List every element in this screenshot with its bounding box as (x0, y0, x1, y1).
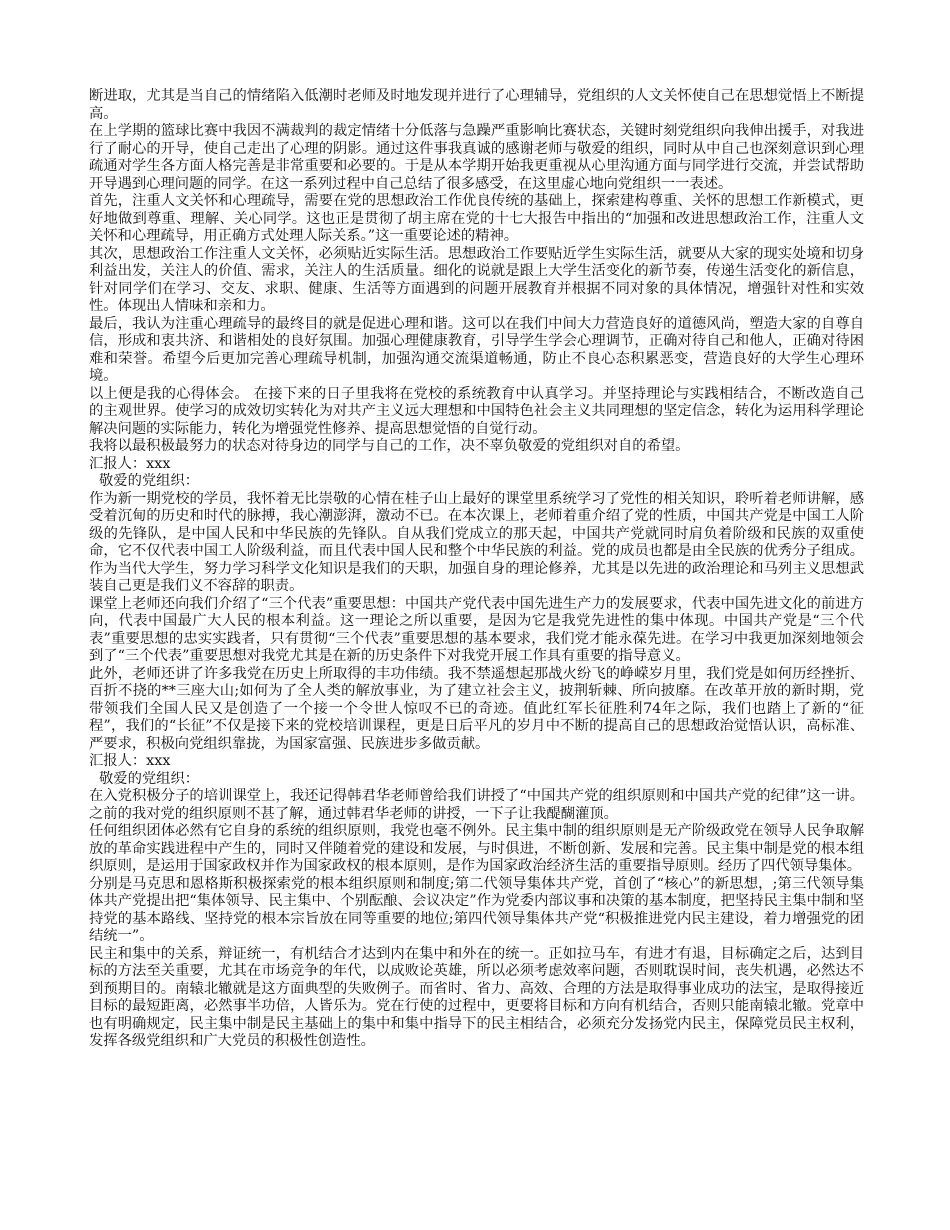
body-paragraph: 课堂上老师还向我们介绍了“三个代表”重要思想：中国共产党代表中国先进生产力的发展要求，代表中国先进文化的前进方向，代表中国最广大人民的根本利益。这一理论之所以重要，是因为它是我党先进性的集中体现。中国共产党是“三个代表”重要思想的忠实实践者，只有贯彻“三个代表”重要思想的基本要求，我们党才能永葆先进。在学习中我更加深刻地领会到了“三个代表”重要思想对我党尤其是在新的历史条件下对我党开展工作具有重要的指导意义。 (89, 595, 864, 664)
salutation: 敬爱的党组织： (99, 473, 200, 489)
salutation: 敬爱的党组织： (99, 770, 200, 787)
body-paragraph: 以上便是我的心得体会。 在接下来的日子里我将在党校的系统教育中认真学习。并坚持理论与实践相结合，不断改造自己的主观世界。使学习的成效切实转化为对共产主义远大理想和中国特色社会主义共同理想的坚定信念，转化为运用科学理论解决问题的实际能力，转化为增强党性修养、提高思想觉悟的自觉行动。 (89, 385, 864, 437)
signature-line: 汇报人：xxx (89, 753, 171, 769)
body-paragraph: 其次，思想政治工作注重人文关怀，必须贴近实际生活。思想政治工作要贴近学生实际生活，就要从大家的现实处境和切身利益出发，关注人的价值、需求，关注人的生活质量。细化的说就是跟上大学生活变化的新节奏，传递生活变化的新信息，针对同学们在学习、交友、求职、健康、生活等方面遇到的问题开展教育并根据不同对象的具体情况，增强针对性和实效性。体现出人情味和亲和力。 (89, 245, 864, 314)
document-body (89, 88, 864, 1051)
body-paragraph: 在入党积极分子的培训课堂上，我还记得韩君华老师曾给我们讲授了“中国共产党的组织原则和中国共产党的纪律”这一讲。之前的我对党的组织原则不甚了解，通过韩君华老师的讲授，一下子让我醍醐灌顶。 (89, 788, 864, 822)
body-paragraph: 此外，老师还讲了许多我党在历史上所取得的丰功伟绩。我不禁遥想起那战火纷飞的峥嵘岁月里，我们党是如何历经挫折、百折不挠的**三座大山;如何为了全人类的解放事业，为了建立社会主义，披荆斩棘、所向披靡。在改革开放的新时期，党带领我们全国人民又是创造了一个接一个令世人惊叹不已的奇迹。值此红军长征胜利74年之际，我们也踏上了新的“征程”，我们的“长征”不仅是接下来的党校培训课程，更是日后平凡的岁月中不断的提高自己的思想政治觉悟认识，高标准、严要求，积极向党组织靠拢，为国家富强、民族进步多做贡献。 (89, 665, 864, 752)
body-paragraph: 首先，注重人文关怀和心理疏导，需要在党的思想政治工作优良传统的基础上，探索建构尊重、关怀的思想工作新模式，更好地做到尊重、理解、关心同学。这也正是贯彻了胡主席在党的十七大报告中指出的“加强和改进思想政治工作，注重人文关怀和心理疏导，用正确方式处理人际关系。”这一重要论述的精神。 (89, 193, 864, 244)
body-paragraph: 任何组织团体必然有它自身的系统的组织原则，我党也毫不例外。民主集中制的组织原则是无产阶级政党在领导人民争取解放的革命实践进程中产生的，同时又伴随着党的建设和发展，与时俱进，不断创新、发展和完善。民主集中制是党的根本组织原则，是运用于国家政权并作为国家政权的根本原则，是作为国家政治经济生活的重要指导原则。经历了四代领导集体。 (89, 823, 864, 874)
body-paragraph: 我将以最积极最努力的状态对待身边的同学与自己的工作，决不辜负敬爱的党组织对自的希望。 (89, 438, 690, 454)
body-paragraph: 最后，我认为注重心理疏导的最终目的就是促进心理和谐。这可以在我们中间大力营造良好的道德风尚，塑造大家的自尊自信，形成和衷共济、和谐相处的良好氛围。加强心理健康教育，引导学生学会心理调节，正确对待自己和他人，正确对待困难和荣誉。希望今后更加完善心理疏导机制，加强沟通交流渠道畅通，防止不良心态积累恶变，营造良好的大学生心理环境。 (89, 315, 864, 384)
body-paragraph: 民主和集中的关系，辩证统一，有机结合才达到内在集中和外在的统一。正如拉马车，有进才有退，目标确定之后，达到目标的方法至关重要，尤其在市场竞争的年代，以成败论英雄，所以必须考虑效率问题，否则耽误时间，丧失机遇，必然达不到预期目的。南辕北辙就是这方面典型的失败例子。而省时、省力、高效、合理的方法是取得事业成功的法宝，是取得接近目标的最短距离，必然事半功倍，人皆乐为。党在行使的过程中，更要将目标和方向有机结合，否则只能南辕北辙。党章中也有明确规定，民主集中制是民主基础上的集中和集中指导下的民主相结合，必须充分发扬党内民主，保障党员民主权利，发挥各级党组织和广大党员的积极性创造性。 (89, 945, 864, 1049)
signature-line: 汇报人：xxx (89, 455, 171, 472)
body-paragraph: 在上学期的篮球比赛中我因不满裁判的裁定情绪十分低落与急躁严重影响比赛状态，关键时刻党组织向我伸出援手，对我进行了耐心的开导，使自己走出了心理的阴影。通过这件事我真诚的感谢老师与敬爱的组织，同时从中自己也深刻意识到心理疏通对学生各方面人格完善是非常重要和必要的。于是从本学期开始我更重视从心里沟通方面与同学进行交流，并尝试帮助开导遇到心理问题的同学。在这一系列过程中自己总结了很多感受，在这里虚心地向党组织一一表述。 (89, 123, 864, 192)
body-paragraph: 分别是马克思和恩格斯积极探索党的根本组织原则和制度;第二代领导集体共产党，首创了“核心”的新思想，;第三代领导集体共产党提出把“集体领导、民主集中、个别酝酿、会议决定”作为党委内部议事和决策的基本制度，把坚持民主集中制和坚持党的基本路线、坚持党的根本宗旨放在同等重要的地位;第四代领导集体共产党“积极推进党内民主建设，着力增强党的团结统一”。 (89, 875, 864, 944)
body-paragraph: 作为新一期党校的学员，我怀着无比崇敬的心情在桂子山上最好的课堂里系统学习了党性的相关知识，聆听着老师讲解，感受着沉甸的历史和时代的脉搏，我心潮澎湃，激动不已。在本次课上，老师着重介绍了党的性质，中国共产党是中国工人阶级的先锋队，是中国人民和中华民族的先锋队。自从我们党成立的那天起，中国共产党就同时肩负着阶级和民族的双重使命，它不仅代表中国工人阶级利益，而且代表中国人民和整个中华民族的利益。党的成员也都是由全民族的优秀分子组成。作为当代大学生，努力学习科学文化知识是我们的天职，加强自身的理论修养，尤其是以先进的政治理论和马列主义思想武装自己更是我们义不容辞的职责。 (89, 490, 864, 594)
body-paragraph: 断进取，尤其是当自己的情绪陷入低潮时老师及时地发现并进行了心理辅导，党组织的人文关怀使自己在思想觉悟上不断提高。 (89, 88, 864, 122)
